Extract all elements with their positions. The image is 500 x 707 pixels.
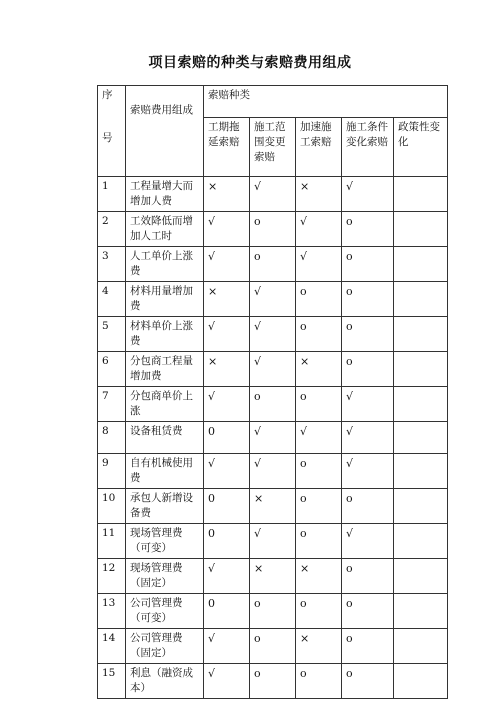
cost-item-cell: 公司管理费（固定） [126,629,204,664]
mark-cell: √ [250,454,296,489]
mark-cell: o [296,282,342,317]
mark-cell: o [342,664,394,699]
mark-cell [394,387,448,422]
table-row [98,212,448,247]
table-row [98,282,448,317]
mark-cell: √ [250,422,296,454]
mark-cell: o [250,629,296,664]
cost-item-cell: 材料用量增加费 [126,282,204,317]
seq-header [98,86,126,177]
mark-cell: √ [204,664,250,699]
mark-cell: 0 [204,594,250,629]
row-number-cell: 2 [98,212,126,247]
cost-item-cell: 自有机械使用费 [126,454,204,489]
table-row [98,247,448,282]
column-header-policy-change: 政策性变化 [394,118,448,177]
mark-cell: 0 [204,489,250,524]
cost-item-cell: 分包商工程量增加费 [126,352,204,387]
mark-cell: × [296,629,342,664]
table-row [98,524,448,559]
mark-cell: o [342,559,394,594]
mark-cell: o [296,664,342,699]
table-row [98,387,448,422]
row-number-cell: 14 [98,629,126,664]
mark-cell [394,212,448,247]
row-number-cell: 11 [98,524,126,559]
mark-cell: × [204,352,250,387]
mark-cell: o [250,594,296,629]
table-row [98,594,448,629]
cost-item-cell: 人工单价上涨费 [126,247,204,282]
mark-cell [394,489,448,524]
header-row-1 [98,86,448,118]
mark-cell: √ [204,212,250,247]
claim-types-header: 索赔种类 [204,86,448,118]
table-row [98,629,448,664]
row-number-cell: 6 [98,352,126,387]
mark-cell [394,422,448,454]
mark-cell: × [204,177,250,212]
mark-cell: √ [342,422,394,454]
mark-cell: o [342,282,394,317]
row-number-cell: 10 [98,489,126,524]
mark-cell: × [296,559,342,594]
mark-cell: √ [204,629,250,664]
cost-item-cell: 设备租赁费 [126,422,204,454]
mark-cell: o [296,489,342,524]
table-row [98,489,448,524]
mark-cell [394,629,448,664]
cost-item-cell: 公司管理费（可变） [126,594,204,629]
mark-cell: o [342,317,394,352]
mark-cell: o [296,454,342,489]
composition-header [126,86,204,177]
mark-cell: o [342,629,394,664]
document-title: 项目索赔的种类与索赔费用组成 [148,55,352,71]
table-row [98,317,448,352]
mark-cell: √ [296,212,342,247]
mark-cell: √ [342,454,394,489]
mark-cell: √ [204,454,250,489]
table-row [98,664,448,699]
claims-table [97,85,448,699]
mark-cell [394,524,448,559]
column-header-scope-change: 施工范围变更索赔 [250,118,296,177]
mark-cell: √ [250,317,296,352]
mark-cell: √ [296,247,342,282]
mark-cell [394,664,448,699]
mark-cell: o [296,317,342,352]
table-row [98,352,448,387]
row-number-cell: 5 [98,317,126,352]
cost-item-cell: 分包商单价上涨 [126,387,204,422]
column-header-site-condition: 施工条件变化索赔 [342,118,394,177]
mark-cell [394,559,448,594]
cost-item-cell: 现场管理费（可变） [126,524,204,559]
row-number-cell: 13 [98,594,126,629]
mark-cell [394,594,448,629]
mark-cell [394,177,448,212]
mark-cell: × [296,352,342,387]
column-header-acceleration: 加速施工索赔 [296,118,342,177]
table-row [98,177,448,212]
mark-cell: × [204,282,250,317]
row-number-cell: 15 [98,664,126,699]
cost-item-cell: 现场管理费（固定） [126,559,204,594]
table-row [98,559,448,594]
mark-cell: √ [250,282,296,317]
mark-cell: o [296,594,342,629]
mark-cell: √ [204,559,250,594]
mark-cell: × [250,559,296,594]
mark-cell: √ [342,524,394,559]
row-number-cell: 3 [98,247,126,282]
column-header-delay: 工期拖延索赔 [204,118,250,177]
mark-cell [394,282,448,317]
mark-cell: o [342,594,394,629]
mark-cell: o [250,247,296,282]
mark-cell [394,247,448,282]
table-row [98,422,448,454]
cost-item-cell: 材料单价上涨费 [126,317,204,352]
table-row [98,454,448,489]
cost-item-cell: 工效降低而增加人工时 [126,212,204,247]
mark-cell: o [296,387,342,422]
mark-cell [394,352,448,387]
seq-header-top: 序 [102,89,113,101]
row-number-cell: 4 [98,282,126,317]
mark-cell: √ [342,387,394,422]
mark-cell: o [342,489,394,524]
mark-cell: √ [250,177,296,212]
mark-cell: × [250,489,296,524]
row-number-cell: 7 [98,387,126,422]
row-number-cell: 1 [98,177,126,212]
row-number-cell: 12 [98,559,126,594]
mark-cell: √ [250,524,296,559]
mark-cell: √ [342,177,394,212]
seq-header-bottom: 号 [102,132,113,144]
mark-cell: o [250,664,296,699]
mark-cell: × [296,177,342,212]
cost-item-cell: 利息（融资成本） [126,664,204,699]
mark-cell: √ [250,352,296,387]
mark-cell: o [250,387,296,422]
mark-cell [394,317,448,352]
row-number-cell: 8 [98,422,126,454]
mark-cell: o [296,524,342,559]
mark-cell: √ [204,317,250,352]
mark-cell: o [342,247,394,282]
mark-cell: √ [296,422,342,454]
mark-cell: o [342,352,394,387]
mark-cell: 0 [204,524,250,559]
mark-cell: √ [204,247,250,282]
cost-item-cell: 工程量增大而增加人费 [126,177,204,212]
mark-cell: 0 [204,422,250,454]
cost-item-cell: 承包人新增设备费 [126,489,204,524]
row-number-cell: 9 [98,454,126,489]
mark-cell [394,454,448,489]
mark-cell: o [250,212,296,247]
mark-cell: o [342,212,394,247]
composition-header-label: 索赔费用组成 [130,104,193,116]
mark-cell: √ [204,387,250,422]
